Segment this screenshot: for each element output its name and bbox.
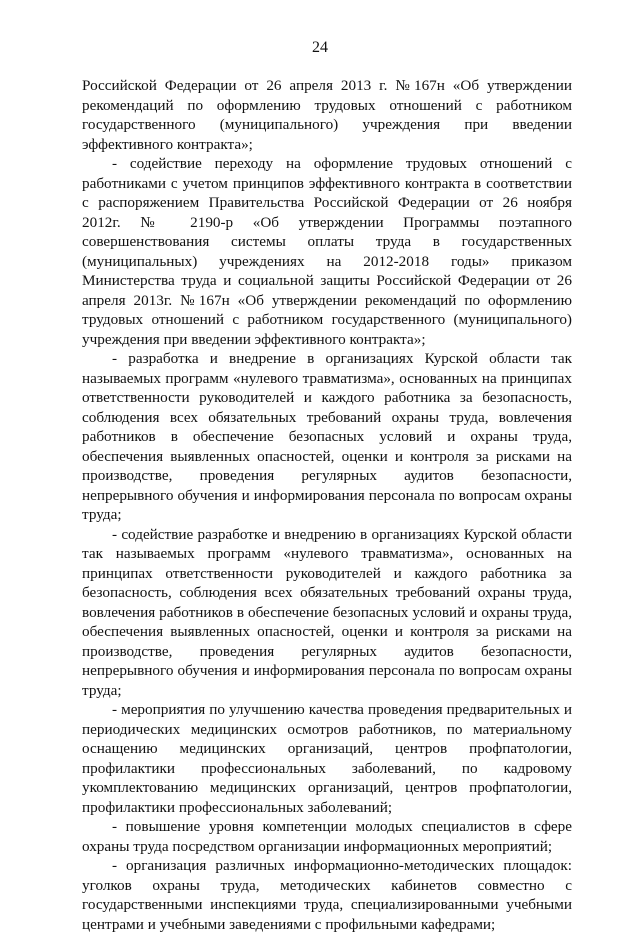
list-item: - мероприятия по улучшению качества проведения предварительных и периодических медицинских осмотров работников, по материальному оснащению медицинских организаций, центров профпатологии, профилактики профессиональных заболеваний, по кадровому укомплектованию медицинских организаций, центров профпатологии, профилактики профессиональных заболеваний; xyxy=(82,701,572,816)
list-item: - повышение уровня компетенции молодых специалистов в сфере охраны труда посредством организации информационных мероприятий; xyxy=(82,818,572,855)
document-body xyxy=(82,76,572,934)
list-item: - содействие переходу на оформление трудовых отношений с работниками с учетом принципов эффективного контракта в соответствии с распоряжением Правительства Российской Федерации от 26 ноября 2012г. № 2190-р «Об утверждении Программы поэтапного совершенствования системы оплаты труда в государственных (муниципальных) учреждениях на 2012-2018 годы» приказом Министерства труда и социальной защиты Российской Федерации от 26 апреля 2013г. №167н «Об утверждении рекомендаций по оформлению трудовых отношений с работником государственного (муниципального) учреждения при введении эффективного контракта»; xyxy=(82,155,572,348)
list-item: - разработка и внедрение в организациях Курской области так называемых программ «нулевого травматизма», основанных на принципах ответственности руководителей и каждого работника за безопасность, соблюдения всех обязательных требований охраны труда, вовлечения работников в обеспечение безопасных условий и охраны труда, обеспечения выявленных опасностей, оценки и контроля за рисками на производстве, проведения регулярных аудитов безопасности, непрерывного обучения и информирования персонала по вопросам охраны труда; xyxy=(82,350,572,523)
page-number: 24 xyxy=(312,39,328,56)
paragraph-continuation: Российской Федерации от 26 апреля 2013 г. №167н «Об утверждении рекомендаций по оформлению трудовых отношений с работником государственного (муниципального) учреждения при введении эффективного контракта»; xyxy=(82,77,572,153)
list-item: - организация различных информационно-методических площадок: уголков охраны труда, методических кабинетов совместно с государственными инспекциями труда, специализированными учебными центрами и учебными заведениями с профильными кафедрами; xyxy=(82,857,572,933)
list-item: - содействие разработке и внедрению в организациях Курской области так называемых программ «нулевого травматизма», основанных на принципах ответственности руководителей и каждого работника за безопасность, соблюдения всех обязательных требований охраны труда, вовлечения работников в обеспечение безопасных условий и охраны труда, обеспечения выявленных опасностей, оценки и контроля за рисками на производстве, проведения регулярных аудитов безопасности, непрерывного обучения и информирования персонала по вопросам охраны труда; xyxy=(82,525,572,699)
